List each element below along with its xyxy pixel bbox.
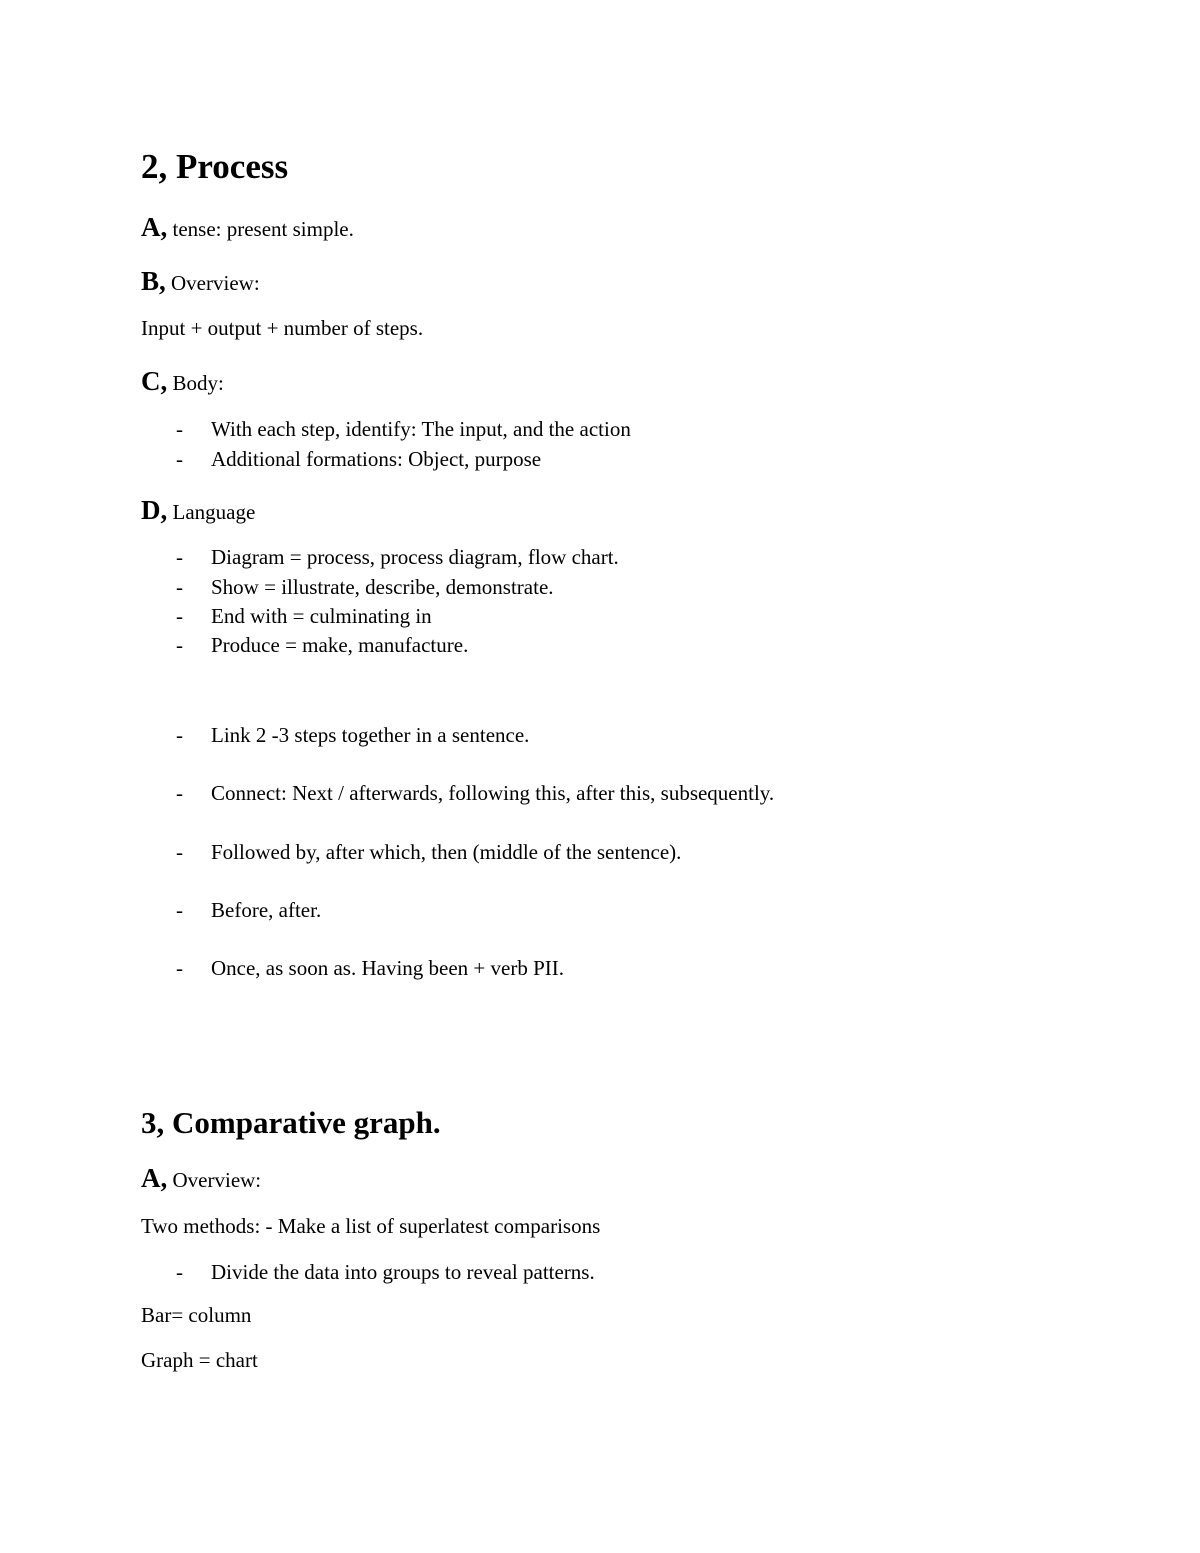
bullet-dash: - xyxy=(176,604,183,628)
list-item-text: With each step, identify: The input, and the action xyxy=(211,417,631,441)
subsection-letter: D, xyxy=(141,495,168,525)
list-item-text: Additional formations: Object, purpose xyxy=(211,447,542,471)
list-item-text: End with = culminating in xyxy=(211,604,432,628)
subsection-letter: A, xyxy=(141,212,168,242)
list-item xyxy=(176,635,468,656)
list-item-text: Once, as soon as. Having been + verb PII. xyxy=(211,956,565,980)
list-item-text: Divide the data into groups to reveal patterns. xyxy=(211,1260,595,1284)
bullet-dash: - xyxy=(176,575,183,599)
subsection-b-overview xyxy=(141,268,260,295)
list-item xyxy=(176,1262,595,1283)
subsection-letter: A, xyxy=(141,1163,168,1193)
list-item xyxy=(176,577,554,598)
list-item xyxy=(176,958,564,979)
list-item-text: Produce = make, manufacture. xyxy=(211,633,469,657)
graph-line: Graph = chart xyxy=(141,1348,258,1372)
bullet-dash: - xyxy=(176,781,183,805)
list-item-text: Show = illustrate, describe, demonstrate. xyxy=(211,575,554,599)
subsection-text: Overview: xyxy=(172,1168,262,1192)
list-item xyxy=(176,783,774,804)
subsection-letter: C, xyxy=(141,366,168,396)
subsection-text: tense: present simple. xyxy=(172,217,354,241)
list-item xyxy=(176,842,681,863)
subsection-text: Overview: xyxy=(171,271,260,295)
bullet-dash: - xyxy=(176,1260,183,1284)
list-item xyxy=(176,900,321,921)
subsection-letter: B, xyxy=(141,266,166,296)
list-item xyxy=(176,547,619,568)
subsection-text: Language xyxy=(172,500,256,524)
subsection-a-overview xyxy=(141,1165,261,1192)
list-item xyxy=(176,449,541,470)
bullet-dash: - xyxy=(176,447,183,471)
subsection-text: Body: xyxy=(172,371,224,395)
list-item xyxy=(176,606,432,627)
subsection-d-language xyxy=(141,497,255,524)
section-title-comparative: 3, Comparative graph. xyxy=(141,1105,441,1140)
methods-line: Two methods: - Make a list of superlatest comparisons xyxy=(141,1214,601,1238)
bullet-dash: - xyxy=(176,898,183,922)
list-item-text: Before, after. xyxy=(211,898,322,922)
bullet-dash: - xyxy=(176,633,183,657)
list-item-text: Link 2 -3 steps together in a sentence. xyxy=(211,723,530,747)
bullet-dash: - xyxy=(176,956,183,980)
section-title-process: 2, Process xyxy=(141,147,289,186)
bullet-dash: - xyxy=(176,417,183,441)
bar-line: Bar= column xyxy=(141,1303,252,1327)
bullet-dash: - xyxy=(176,840,183,864)
overview-line: Input + output + number of steps. xyxy=(141,316,424,340)
list-item-text: Followed by, after which, then (middle of the sentence). xyxy=(211,840,682,864)
bullet-dash: - xyxy=(176,723,183,747)
subsection-c-body xyxy=(141,368,224,395)
bullet-dash: - xyxy=(176,545,183,569)
subsection-a-tense xyxy=(141,214,354,241)
list-item-text: Connect: Next / afterwards, following this, after this, subsequently. xyxy=(211,781,775,805)
list-item xyxy=(176,725,529,746)
list-item xyxy=(176,419,631,440)
list-item-text: Diagram = process, process diagram, flow chart. xyxy=(211,545,619,569)
